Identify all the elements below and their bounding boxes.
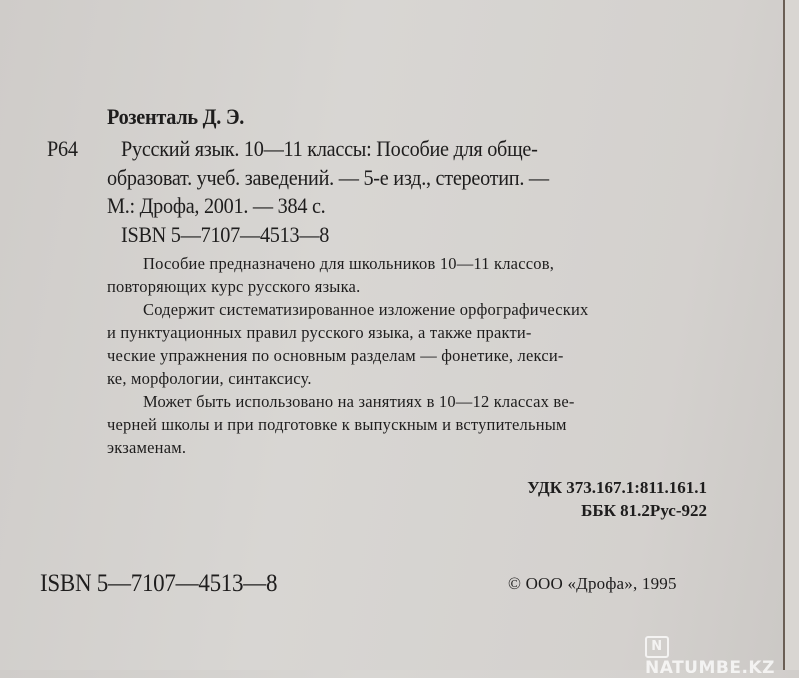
annotation-line: ке, морфологии, синтаксису. xyxy=(107,369,312,388)
annotation-line: и пунктуационных правил русского языка, а также практи- xyxy=(107,323,532,342)
annotation-line: экзаменам. xyxy=(107,438,187,457)
library-code: Р64 xyxy=(47,136,78,161)
annotation-line: черней школы и при подготовке к выпускным и вступительным xyxy=(107,415,567,434)
footer-isbn: ISBN 5—7107—4513—8 xyxy=(40,570,278,597)
bib-line: М.: Дрофа, 2001. — 384 с. xyxy=(107,193,326,218)
udk: УДК 373.167.1:811.161.1 xyxy=(527,478,707,497)
annotation-line: Содержит систематизированное изложение орфографических xyxy=(143,300,589,319)
watermark xyxy=(645,636,799,678)
isbn: ISBN 5—7107—4513—8 xyxy=(121,222,330,247)
watermark-logo-icon: N xyxy=(645,636,669,658)
annotation-line: Пособие предназначено для школьников 10—11 классов, xyxy=(143,254,555,273)
annotation-line: Может быть использовано на занятиях в 10—12 классах ве- xyxy=(143,392,575,411)
copyright: © ООО «Дрофа», 1995 xyxy=(508,574,677,593)
watermark-text: NATUMBE.KZ xyxy=(645,658,775,678)
author: Розенталь Д. Э. xyxy=(107,104,245,129)
bbk: ББК 81.2Рус-922 xyxy=(581,501,707,520)
bib-line: Русский язык. 10—11 классы: Пособие для обще- xyxy=(121,136,538,161)
annotation-line: ческие упражнения по основным разделам — фонетике, лекси- xyxy=(107,346,564,365)
page-margin xyxy=(785,0,799,670)
annotation-line: повторяющих курс русского языка. xyxy=(107,277,361,296)
bib-line: образоват. учеб. заведений. — 5-е изд., стереотип. — xyxy=(107,165,549,190)
